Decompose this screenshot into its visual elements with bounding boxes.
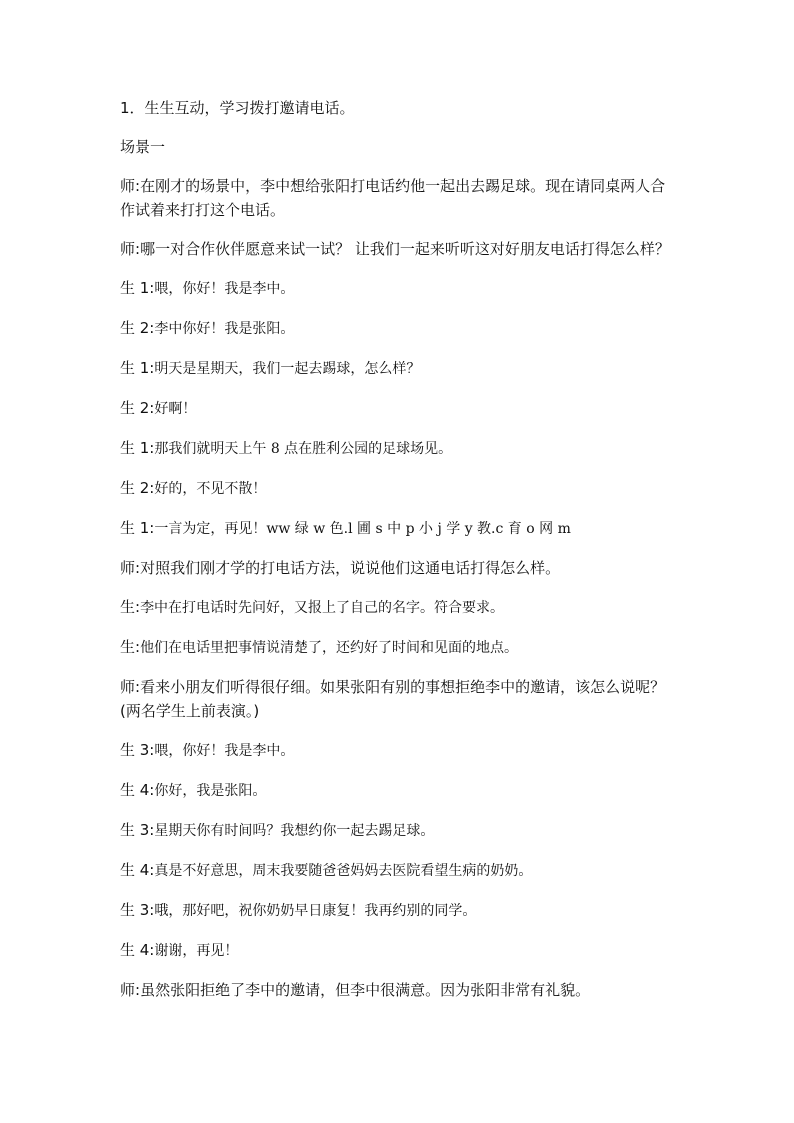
dialogue-line (120, 675, 680, 723)
dialogue-text: 你好，我是张阳。 (154, 783, 267, 799)
speaker-label: 生 2: (120, 319, 155, 337)
speaker-label: 生 3: (120, 821, 155, 839)
dialogue-text: 哦，那好吧，祝你奶奶早日康复！我再约别的同学。 (154, 903, 477, 919)
dialogue-line (120, 356, 680, 381)
dialogue-line (120, 516, 680, 541)
dialogue-line (120, 938, 680, 963)
dialogue-text: 星期天你有时间吗？我想约你一起去踢足球。 (154, 823, 435, 839)
dialogue-text: 哪一对合作伙伴愿意来试一试？ 让我们一起来听听这对好朋友电话打得怎么样？ (140, 240, 670, 258)
dialogue-line (120, 556, 680, 580)
dialogue-text: 好的，不见不散！ (154, 481, 267, 497)
speaker-label: 生 4: (120, 861, 155, 879)
speaker-label: 生 1: (120, 439, 155, 457)
dialogue-line (120, 635, 680, 660)
dialogue-line (120, 898, 680, 923)
dialogue-text: 真是不好意思，周末我要随爸爸妈妈去医院看望生病的奶奶。 (154, 863, 533, 879)
dialogue-text: 明天是星期天，我们一起去踢球，怎么样？ (154, 361, 421, 377)
speaker-label: 生 1: (120, 359, 155, 377)
speaker-label: 生 2: (120, 479, 155, 497)
dialogue-line (120, 595, 680, 620)
speaker-label: 生 1: (120, 519, 155, 537)
dialogue-text: 一言为定，再见！ww 绿 w 色.l 圃 s 中 p 小 j 学 y 教.c 育 o 网 m (154, 521, 571, 537)
dialogue-list (120, 174, 680, 1002)
document-page (120, 96, 680, 1017)
dialogue-line (120, 738, 680, 763)
dialogue-text: 好啊！ (154, 401, 197, 417)
speaker-label: 生 2: (120, 399, 155, 417)
dialogue-line (120, 316, 680, 341)
speaker-label: 生 4: (120, 941, 155, 959)
dialogue-text: 对照我们刚才学的打电话方法，说说他们这通电话打得怎么样。 (140, 559, 561, 577)
dialogue-line (120, 396, 680, 421)
dialogue-line (120, 858, 680, 883)
dialogue-text: 李中在打电话时先问好，又报上了自己的名字。符合要求。 (140, 600, 505, 616)
dialogue-line (120, 436, 680, 461)
dialogue-line (120, 237, 680, 261)
speaker-label: 师: (120, 559, 141, 577)
dialogue-line (120, 174, 680, 222)
scene-title: 场景一 (120, 138, 166, 156)
speaker-label: 师: (120, 240, 141, 258)
speaker-label: 生 3: (120, 741, 155, 759)
dialogue-text: 在刚才的场景中，李中想给张阳打电话约他一起出去踢足球。现在请同桌两人合作试着来打打这个电话。 (120, 177, 666, 219)
speaker-label: 生: (120, 598, 141, 616)
speaker-label: 师: (120, 177, 141, 195)
dialogue-line (120, 978, 680, 1002)
speaker-label: 生 3: (120, 901, 155, 919)
speaker-label: 生 4: (120, 781, 155, 799)
dialogue-line (120, 276, 680, 301)
dialogue-line (120, 818, 680, 843)
dialogue-text: 喂，你好！我是李中。 (154, 281, 295, 297)
dialogue-text: 李中你好！我是张阳。 (154, 321, 295, 337)
dialogue-text: 那我们就明天上午 8 点在胜利公园的足球场见。 (154, 441, 453, 457)
speaker-label: 生 1: (120, 279, 155, 297)
dialogue-line (120, 476, 680, 501)
dialogue-text: 谢谢，再见！ (154, 943, 239, 959)
dialogue-text: 喂，你好！我是李中。 (154, 743, 295, 759)
speaker-label: 生: (120, 638, 141, 656)
speaker-label: 师: (120, 678, 141, 696)
dialogue-text: 看来小朋友们听得很仔细。如果张阳有别的事想拒绝李中的邀请，该怎么说呢？(两名学生上前表演。) (120, 678, 666, 720)
dialogue-text: 他们在电话里把事情说清楚了，还约好了时间和见面的地点。 (140, 640, 519, 656)
section-heading: 1．生生互动，学习拨打邀请电话。 (120, 99, 355, 117)
dialogue-text: 虽然张阳拒绝了李中的邀请，但李中很满意。因为张阳非常有礼貌。 (140, 981, 591, 999)
speaker-label: 师: (120, 981, 141, 999)
dialogue-line (120, 778, 680, 803)
